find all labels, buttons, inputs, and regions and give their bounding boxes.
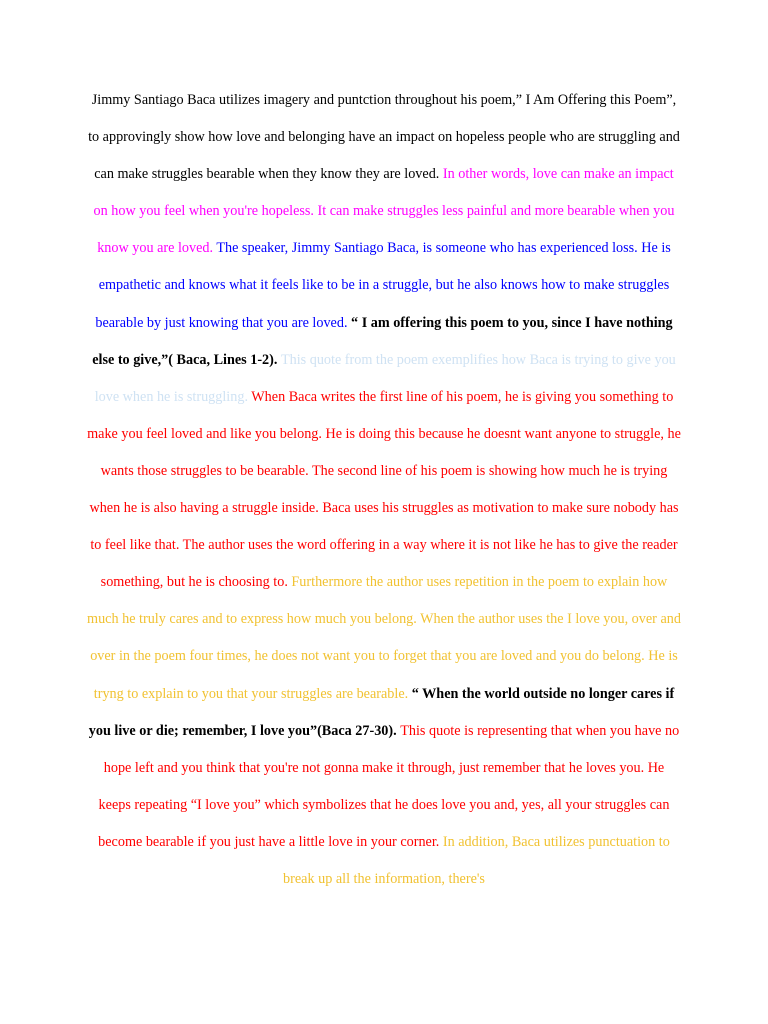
text-segment-intro: Jimmy Santiago Baca utilizes imagery and puntction throughout his poem,” I Am Offering this Poem”, to approvingly show how love and belonging have an impact on hopeless people who are struggling and can make struggles bearable when they know they are loved. [88, 92, 680, 183]
text-segment-speaker: The speaker, Jimmy Santiago Baca, is someone who has experienced loss. He is empathetic and knows what it feels like to be in a struggle, but he also knows how to make struggles bearable by just knowing that you are loved. [95, 240, 671, 331]
essay-paragraph [86, 82, 682, 898]
text-segment-punctuation: In addition, Baca utilizes punctuation to break up all the information, there's [283, 833, 670, 887]
document-page [86, 82, 682, 898]
text-segment-quote-1-analysis: This quote from the poem exemplifies how Baca is trying to give you love when he is struggling. [94, 351, 676, 405]
text-segment-restatement: In other words, love can make an impact on how you feel when you're hopeless. It can make struggles less painful and more bearable when you know you are loved. [93, 166, 675, 257]
text-segment-explanation-2: This quote is representing that when you have no hope left and you think that you're not gonna make it through, just remember that he loves you. He keeps repeating “I love you” which symbolizes that he does love you and, yes, all your struggles can become bearable if you just have a little love in your corner. [98, 722, 680, 850]
text-segment-quote-2: “ When the world outside no longer cares if you live or die; remember, I love you”(Baca 27-30). [88, 685, 675, 739]
text-segment-explanation-1: When Baca writes the first line of his poem, he is giving you something to make you feel loved and like you belong. He is doing this because he doesnt want anyone to struggle, he wants those struggles to be bearable. The second line of his poem is showing how much he is trying when he is also having a struggle inside. Baca uses his struggles as motivation to make sure nobody has to feel like that. The author uses the word offering in a way where it is not like he has to give the reader something, but he is choosing to. [87, 388, 681, 591]
text-segment-quote-1: “ I am offering this poem to you, since I have nothing else to give,”( Baca, Lines 1-2). [92, 314, 673, 368]
text-segment-repetition: Furthermore the author uses repetition in the poem to explain how much he truly cares and to express how much you belong. When the author uses the I love you, over and over in the poem four times, he does not want you to forget that you are loved and you do belong. He is tryng to explain to you that your struggles are bearable. [87, 574, 681, 702]
